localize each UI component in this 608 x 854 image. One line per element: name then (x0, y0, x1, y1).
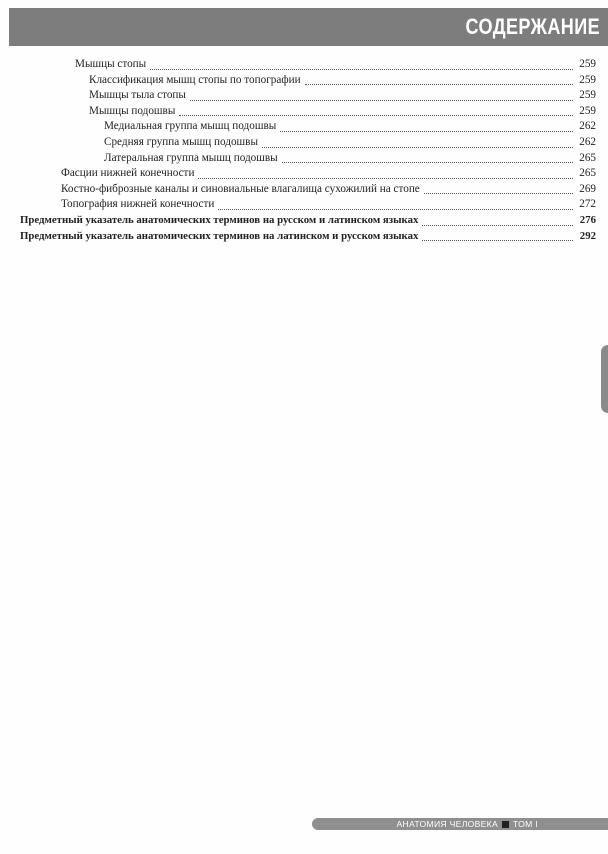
toc-entry-title: Топография нижней конечности (61, 198, 215, 211)
footer-book-title: АНАТОМИЯ ЧЕЛОВЕКА (396, 819, 499, 829)
toc-entry-title: Фасции нижней конечности (61, 167, 195, 180)
toc-entry (20, 229, 596, 245)
toc-leader-dots (422, 224, 573, 226)
footer-bar (312, 818, 608, 830)
toc-page-number: 259 (579, 89, 596, 102)
toc-leader-dots (305, 83, 573, 85)
toc-leader-dots (190, 99, 573, 101)
toc-entry-title: Мышцы стопы (75, 58, 147, 70)
toc-page-number: 292 (579, 229, 596, 242)
toc-entry (20, 119, 596, 135)
toc-page-number: 269 (579, 182, 596, 195)
toc-page-number: 259 (579, 58, 596, 70)
toc-entry-title: Предметный указатель анатомических терминов на русском и латинском языках (20, 213, 419, 226)
toc-leader-dots (218, 208, 573, 210)
header-bar (9, 8, 608, 46)
toc-entry-title: Классификация мышц стопы по топографии (89, 73, 301, 86)
toc-entry (20, 213, 596, 229)
page-title: СОДЕРЖАНИЕ (465, 14, 600, 39)
toc-page-number: 262 (579, 135, 596, 148)
toc-entry-title: Медиальная группа мышц подошвы (104, 120, 277, 133)
toc-entry-title: Мышцы подошвы (89, 104, 176, 117)
toc-leader-dots (262, 146, 573, 148)
toc-page-number: 276 (579, 213, 596, 226)
toc-leader-dots (198, 177, 573, 179)
side-tab-marker (601, 345, 608, 413)
toc-entry (20, 166, 596, 182)
table-of-contents (20, 57, 596, 244)
toc-leader-dots (422, 239, 573, 241)
footer-separator-square (502, 821, 509, 828)
toc-entry (20, 151, 596, 167)
toc-entry (20, 197, 596, 213)
toc-entry (20, 88, 596, 104)
toc-entry (20, 182, 596, 198)
toc-page-number: 262 (579, 120, 596, 133)
footer-volume: ТОМ I (513, 819, 538, 829)
toc-page-number: 272 (579, 198, 596, 211)
toc-page-number: 265 (579, 151, 596, 164)
toc-page-number: 259 (579, 73, 596, 86)
toc-leader-dots (179, 114, 573, 116)
toc-leader-dots (282, 161, 573, 163)
toc-page-number: 259 (579, 104, 596, 117)
toc-entry (20, 135, 596, 151)
toc-entry (20, 73, 596, 89)
toc-leader-dots (424, 192, 573, 194)
toc-entry-title: Мышцы тыла стопы (89, 89, 186, 102)
toc-leader-dots (280, 130, 573, 132)
toc-entry-title: Предметный указатель анатомических терминов на латинском и русском языках (20, 229, 419, 242)
toc-entry-title: Средняя группа мышц подошвы (104, 135, 258, 148)
toc-entry-title: Латеральная группа мышц подошвы (104, 151, 278, 164)
toc-entry (20, 104, 596, 120)
toc-entry-title: Костно-фиброзные каналы и синовиальные влагалища сухожилий на стопе (61, 182, 420, 195)
toc-entry (20, 57, 596, 73)
toc-leader-dots (150, 68, 573, 70)
toc-page-number: 265 (579, 167, 596, 180)
